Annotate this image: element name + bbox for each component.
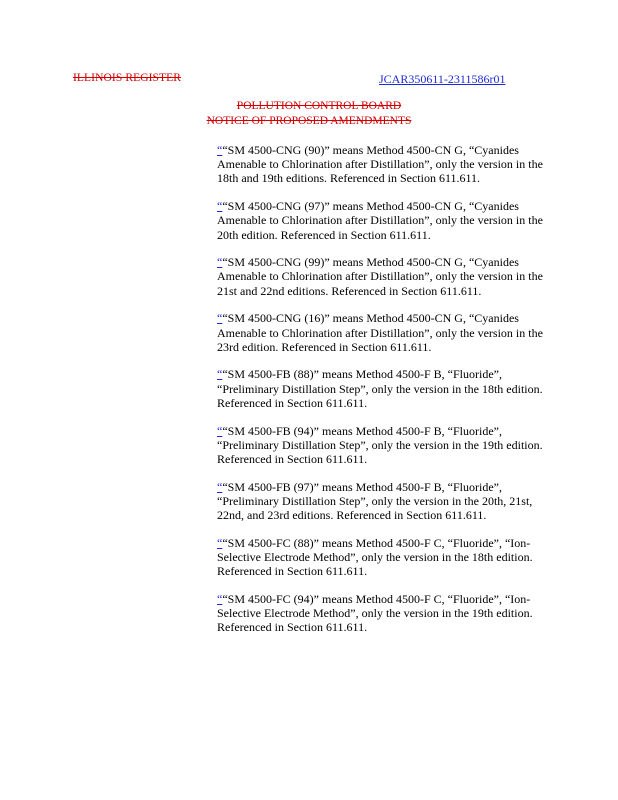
- definition-item: ““SM 4500-CNG (97)” means Method 4500-CN G, “Cyanides Amenable to Chlorination after Distillation”, only the version in the 20th edition. Referenced in Section 611.611.: [217, 199, 543, 242]
- definition-term: SM 4500-FC (94): [227, 591, 314, 606]
- definition-body: means Method 4500-F B, “Fluoride”, “Preliminary Distillation Step”, only the version in the 19th edition. Referenced in Section 611.611.: [217, 423, 543, 466]
- definition-term: SM 4500-FB (88): [227, 367, 314, 382]
- agency-name: POLLUTION CONTROL BOARD: [236, 100, 402, 112]
- definition-term: SM 4500-CNG (99): [227, 255, 325, 270]
- definition-body: means Method 4500-F C, “Fluoride”, “Ion-Selective Electrode Method”, only the version in the 19th edition. Referenced in Section 611.611.: [217, 591, 533, 635]
- definition-term: SM 4500-FB (94): [227, 423, 314, 438]
- definition-term: SM 4500-FC (88): [227, 535, 314, 550]
- definition-body: means Method 4500-F B, “Fluoride”, “Preliminary Distillation Step”, only the version in the 20th, 21st, 22nd, and 23rd editions. Referenced in Section 611.611.: [217, 479, 533, 523]
- definition-body: means Method 4500-CN G, “Cyanides Amenable to Chlorination after Distillation”, only the version in the 23rd edition. Referenced in Section 611.611.: [217, 311, 543, 354]
- definition-term: SM 4500-CNG (16): [227, 311, 325, 326]
- definition-item: ““SM 4500-FB (97)” means Method 4500-F B, “Fluoride”, “Preliminary Distillation Step”, only the version in the 20th, 21st, 22nd, and 23rd editions. Referenced in Section 611.611.: [217, 479, 533, 523]
- definition-body: means Method 4500-CN G, “Cyanides Amenable to Chlorination after Distillation”, only the version in the 20th edition. Referenced in Section 611.611.: [217, 199, 543, 242]
- definition-body: means Method 4500-F C, “Fluoride”, “Ion-Selective Electrode Method”, only the version in the 18th edition. Referenced in Section 611.611.: [217, 535, 533, 579]
- definition-item: ““SM 4500-CNG (16)” means Method 4500-CN G, “Cyanides Amenable to Chlorination after Distillation”, only the version in the 23rd edition. Referenced in Section 611.611.: [217, 311, 543, 354]
- definition-body: means Method 4500-F B, “Fluoride”, “Preliminary Distillation Step”, only the version in the 18th edition. Referenced in Section 611.611.: [217, 367, 543, 410]
- definition-item: ““SM 4500-FB (94)” means Method 4500-F B, “Fluoride”, “Preliminary Distillation Step”, only the version in the 19th edition. Referenced in Section 611.611.: [217, 423, 543, 466]
- definitions-list: [217, 143, 552, 648]
- definition-item: ““SM 4500-FB (88)” means Method 4500-F B, “Fluoride”, “Preliminary Distillation Step”, only the version in the 18th edition. Referenced in Section 611.611.: [217, 367, 543, 410]
- definition-body: means Method 4500-CN G, “Cyanides Amenable to Chlorination after Distillation”, only the version in the 18th and 19th editions. Referenced in Section 611.611.: [217, 143, 543, 186]
- definition-term: SM 4500-FB (97): [227, 479, 314, 494]
- notice-title: NOTICE OF PROPOSED AMENDMENTS: [206, 115, 412, 127]
- register-header: ILLINOIS REGISTER: [73, 72, 182, 84]
- definition-item: ““SM 4500-CNG (99)” means Method 4500-CN G, “Cyanides Amenable to Chlorination after Distillation”, only the version in the 21st and 22nd editions. Referenced in Section 611.611.: [217, 255, 543, 298]
- definition-item: ““SM 4500-CNG (90)” means Method 4500-CN G, “Cyanides Amenable to Chlorination after Distillation”, only the version in the 18th and 19th editions. Referenced in Section 611.611.: [217, 143, 543, 186]
- definition-body: means Method 4500-CN G, “Cyanides Amenable to Chlorination after Distillation”, only the version in the 21st and 22nd editions. Referenced in Section 611.611.: [217, 255, 543, 298]
- definition-item: ““SM 4500-FC (88)” means Method 4500-F C, “Fluoride”, “Ion-Selective Electrode Method”, only the version in the 18th edition. Referenced in Section 611.611.: [217, 535, 533, 579]
- document-id: JCAR350611-2311586r01: [379, 72, 506, 86]
- agency-heading: [0, 99, 618, 129]
- definition-term: SM 4500-CNG (90): [227, 143, 325, 157]
- definition-item: ““SM 4500-FC (94)” means Method 4500-F C, “Fluoride”, “Ion-Selective Electrode Method”, only the version in the 19th edition. Referenced in Section 611.611.: [217, 591, 533, 635]
- definition-term: SM 4500-CNG (97): [227, 199, 325, 214]
